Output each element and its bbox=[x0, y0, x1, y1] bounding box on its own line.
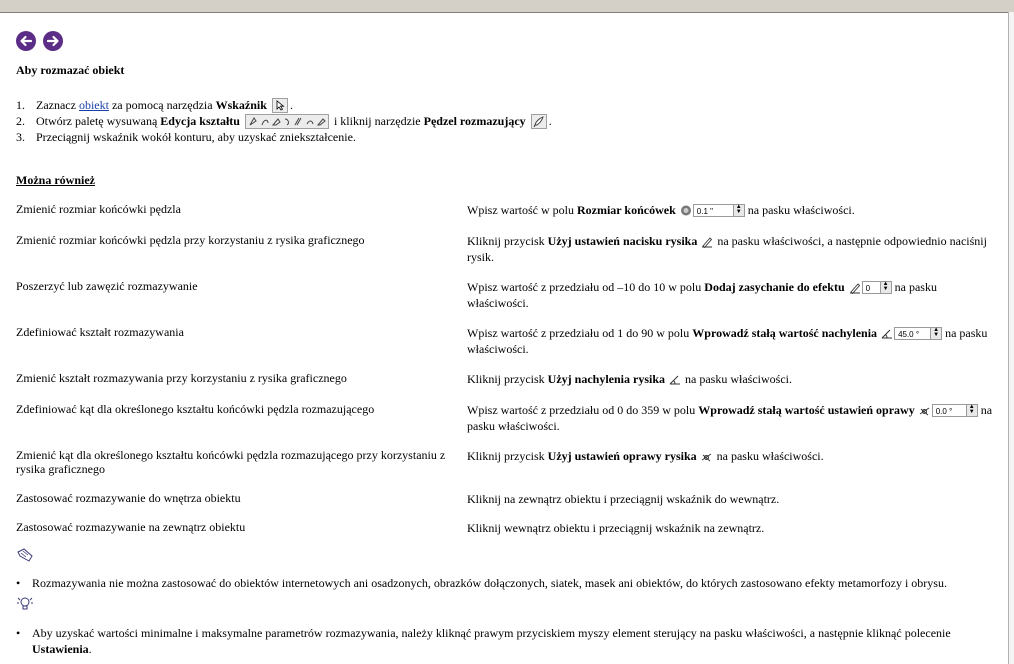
row-task: Zmienić rozmiar końcówki pędzla przy korzystaniu z rysika graficznego bbox=[16, 233, 365, 247]
pen-pressure-icon[interactable] bbox=[700, 235, 714, 248]
steps-list bbox=[16, 97, 996, 145]
note-bullet: • Rozmazywania nie można zastosować do obiektów internetowych ani osadzonych, obrazków dołączonych, siatek, masek ani obiektów, do których zastosowano efekty metamorfozy i obrysu. bbox=[16, 576, 947, 590]
row-task: Zmienić kąt dla określonego kształtu końcówki pędzla rozmazującego przy korzystaniu z rysika graficznego bbox=[16, 448, 446, 476]
page-title: Aby rozmazać obiekt bbox=[16, 63, 125, 77]
shape-edit-flyout-name: Edycja kształtu bbox=[160, 114, 240, 128]
window-top-bar bbox=[0, 0, 1014, 13]
row-task: Zmienić rozmiar końcówki pędzla bbox=[16, 202, 181, 216]
pen-bearing-icon[interactable] bbox=[700, 450, 714, 463]
row-action: Kliknij przycisk Użyj ustawień oprawy rysika na pasku właściwości. bbox=[467, 449, 824, 463]
tip-bullet: • Aby uzyskać wartości minimalne i maksymalne parametrów rozmazywania, należy kliknąć prawym przyciskiem myszy element sterujący na pasku właściwości, a następnie kliknąć polecenie Ustawienia. bbox=[16, 626, 951, 656]
forward-arrow-icon[interactable] bbox=[43, 31, 63, 51]
bearing-spinbox[interactable]: 0.0 ° ▲ ▼ bbox=[932, 404, 978, 417]
row-action: Wpisz wartość z przedziału od 0 do 359 w polu Wprowadź stałą wartość ustawień oprawy 0.0 ° ▲ ▼ na pasku właściwości. bbox=[467, 403, 993, 433]
row-task: Zdefiniować kształt rozmazywania bbox=[16, 325, 184, 339]
tilt-spinbox[interactable]: 45.0 ° ▲ ▼ bbox=[894, 327, 942, 340]
row-action: Kliknij wewnątrz obiektu i przeciągnij wskaźnik na zewnątrz. bbox=[467, 521, 765, 535]
step-3: 3. Przeciągnij wskaźnik wokół konturu, aby uzyskać zniekształcenie. bbox=[16, 130, 356, 144]
row-action: Kliknij na zewnątrz obiektu i przeciągnij wskaźnik do wewnątrz. bbox=[467, 492, 780, 506]
nib-size-spinbox[interactable]: 0.1 " ▲ ▼ bbox=[693, 204, 745, 217]
smudge-brush-name: Pędzel rozmazujący bbox=[423, 114, 526, 128]
step-number: 2. bbox=[16, 114, 25, 128]
tip-lightbulb-icon bbox=[16, 596, 34, 616]
smudge-brush-icon bbox=[531, 114, 547, 129]
section-title: Można również bbox=[16, 173, 95, 187]
row-task: Poszerzyć lub zawęzić rozmazywanie bbox=[16, 279, 198, 293]
dryout-spinbox[interactable]: 0 ▲ ▼ bbox=[862, 281, 892, 294]
scrollbar-edge[interactable] bbox=[1008, 12, 1014, 664]
row-task: Zastosować rozmazywanie na zewnątrz obiektu bbox=[16, 520, 246, 534]
step-number: 3. bbox=[16, 130, 25, 144]
step-1: 1. Zaznacz obiekt za pomocą narzędzia Wskaźnik . bbox=[16, 98, 293, 112]
row-task: Zdefiniować kąt dla określonego kształtu końcówki pędzla rozmazującego bbox=[16, 402, 375, 416]
row-action: Wpisz wartość z przedziału od 1 do 90 w polu Wprowadź stałą wartość nachylenia 45.0 ° ▲ ▼ na pasku właściwości. bbox=[467, 326, 988, 356]
row-task: Zastosować rozmazywanie do wnętrza obiektu bbox=[16, 491, 241, 505]
row-action: Wpisz wartość z przedziału od –10 do 10 w polu Dodaj zasychanie do efektu 0 ▲ ▼ na pasku właściwości. bbox=[467, 280, 937, 310]
spin-arrows-icon[interactable]: ▲ ▼ bbox=[930, 328, 941, 339]
step-number: 1. bbox=[16, 98, 25, 112]
spin-arrows-icon[interactable]: ▲ ▼ bbox=[880, 282, 891, 293]
spin-arrows-icon[interactable]: ▲ ▼ bbox=[733, 205, 744, 216]
back-arrow-icon[interactable] bbox=[16, 31, 36, 51]
object-link[interactable]: obiekt bbox=[78, 98, 109, 112]
spin-arrows-icon[interactable]: ▲ ▼ bbox=[966, 405, 977, 416]
note-hand-icon bbox=[16, 547, 34, 567]
dryout-icon bbox=[848, 281, 862, 294]
step-2: 2. Otwórz paletę wysuwaną Edycja kształtu i kliknij narzędzie Pędzel rozmazujący . bbox=[16, 114, 552, 128]
help-content bbox=[0, 13, 1008, 664]
bearing-icon bbox=[918, 404, 932, 417]
pick-tool-icon bbox=[272, 98, 288, 113]
tilt-icon bbox=[880, 327, 894, 340]
pen-tilt-icon[interactable] bbox=[668, 373, 682, 386]
pick-tool-name: Wskaźnik bbox=[215, 98, 267, 112]
row-action: Wpisz wartość w polu Rozmiar końcówek 0.1 " ▲ ▼ na pasku właściwości. bbox=[467, 203, 855, 217]
row-task: Zmienić kształt rozmazywania przy korzystaniu z rysika graficznego bbox=[16, 371, 347, 385]
shape-edit-flyout-icon bbox=[245, 114, 329, 129]
row-action: Kliknij przycisk Użyj nachylenia rysika na pasku właściwości. bbox=[467, 372, 792, 386]
row-action: Kliknij przycisk Użyj ustawień nacisku rysika na pasku właściwości, a następnie odpowiednio naciśnij rysik. bbox=[467, 234, 987, 264]
nib-size-icon bbox=[679, 204, 693, 217]
